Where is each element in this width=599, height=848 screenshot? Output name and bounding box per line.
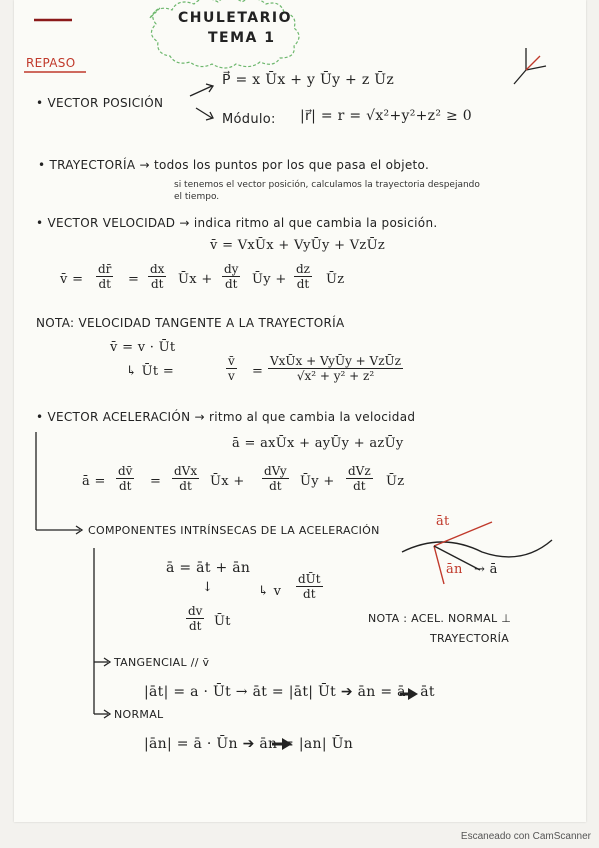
tangencial-label: TANGENCIAL // v̄ — [114, 656, 210, 669]
aceleracion-label: • VECTOR ACELERACIÓN → ritmo al que cambia la velocidad — [36, 410, 416, 424]
componentes-dv-tail: Ūt — [214, 614, 231, 629]
velocidad-term-y: Ūy + — [252, 272, 287, 287]
velocidad-components: v̄ = VxŪx + VyŪy + VzŪz — [210, 238, 385, 253]
nota-acel-normal-1: NOTA : ACEL. NORMAL ⊥ — [368, 612, 512, 625]
componentes-frac-dv: $\frac{dv}{dt}$ — [188, 604, 203, 633]
velocidad-term-x: Ūx + — [178, 272, 213, 287]
section-label-repaso: REPASO — [26, 56, 76, 70]
trayectoria-note-1: si tenemos el vector posición, calculamos la trayectoria despejando — [174, 180, 480, 190]
velocidad-lhs: v̄ = — [60, 272, 84, 287]
aceleracion-frac-dvz: dVz dt — [348, 464, 371, 493]
normal-label: NORMAL — [114, 708, 164, 721]
nota-velocidad-eq: = — [252, 364, 264, 379]
nota-acel-normal-2: TRAYECTORÍA — [430, 632, 510, 645]
nota-velocidad-v-eq: v̄ = v · Ūt — [110, 340, 176, 355]
aceleracion-lhs: ā = — [82, 474, 106, 489]
velocidad-eq: = — [128, 272, 140, 287]
componentes-arrow-down: ↓ — [202, 580, 214, 595]
velocidad-frac-dr: $\frac{dr̄}{dt}$ — [98, 262, 112, 291]
vector-posicion-formula: P⃗ = x Ūx + y Ūy + z Ūz — [222, 72, 395, 88]
aceleracion-term-y: Ūy + — [300, 474, 335, 489]
nota-velocidad-ut-big-frac: VxŪx + VyŪy + VzŪz √x² + y² + z² — [270, 354, 401, 383]
modulo-label: Módulo: — [222, 112, 276, 127]
normal-formula: |ān| = ā · Ūn ➔ ān = |an| Ūn — [144, 736, 354, 752]
nota-velocidad-ut-frac: $\frac{v̄}{v}$ — [228, 354, 235, 383]
diagram-a-label: → ā — [474, 562, 498, 577]
velocidad-frac-dz: $\frac{dz}{dt}$ — [296, 262, 311, 291]
aceleracion-components: ā = axŪx + ayŪy + azŪy — [232, 436, 404, 451]
aceleracion-eq: = — [150, 474, 162, 489]
scanner-footer: Escaneado con CamScanner — [460, 831, 591, 842]
nota-velocidad-ut-lhs: ↳ Ūt = — [126, 364, 175, 379]
diagram-at-label: āt — [436, 514, 450, 529]
tangencial-formula: |āt| = a · Ūt → āt = |āt| Ūt ➔ ān = ā - āt — [144, 684, 435, 700]
title-line1: CHULETARIO — [178, 10, 293, 26]
diagram-an-label: ān — [446, 562, 463, 577]
title-line2: TEMA 1 — [208, 30, 276, 46]
aceleracion-frac-dvy: dVy dt — [264, 464, 287, 493]
componentes-frac-dut: dŪt dt — [298, 572, 321, 601]
modulo-formula: |r⃗| = r = √x²+y²+z² ≥ 0 — [300, 108, 472, 124]
aceleracion-frac-dv: $\frac{dv̄}{dt}$ — [118, 464, 133, 493]
velocidad-term-z: Ūz — [326, 272, 345, 287]
velocidad-frac-dy: $\frac{dy}{dt}$ — [224, 262, 239, 291]
velocidad-frac-dx: $\frac{dx}{dt}$ — [150, 262, 165, 291]
trayectoria-note-2: el tiempo. — [174, 192, 220, 202]
vector-posicion-label: • VECTOR POSICIÓN — [36, 96, 164, 110]
componentes-right-prefix: ↳ v — [258, 584, 282, 599]
velocidad-label: • VECTOR VELOCIDAD → indica ritmo al que cambia la posición. — [36, 216, 438, 230]
nota-velocidad-label: NOTA: VELOCIDAD TANGENTE A LA TRAYECTORÍA — [36, 316, 345, 330]
aceleracion-term-x: Ūx + — [210, 474, 245, 489]
aceleracion-term-z: Ūz — [386, 474, 405, 489]
aceleracion-frac-dvx: dVx dt — [174, 464, 198, 493]
trayectoria-label: • TRAYECTORÍA → todos los puntos por los que pasa el objeto. — [38, 158, 430, 172]
componentes-sum: ā = āt + ān — [166, 560, 251, 576]
componentes-label: COMPONENTES INTRÍNSECAS DE LA ACELERACIÓN — [88, 524, 380, 537]
